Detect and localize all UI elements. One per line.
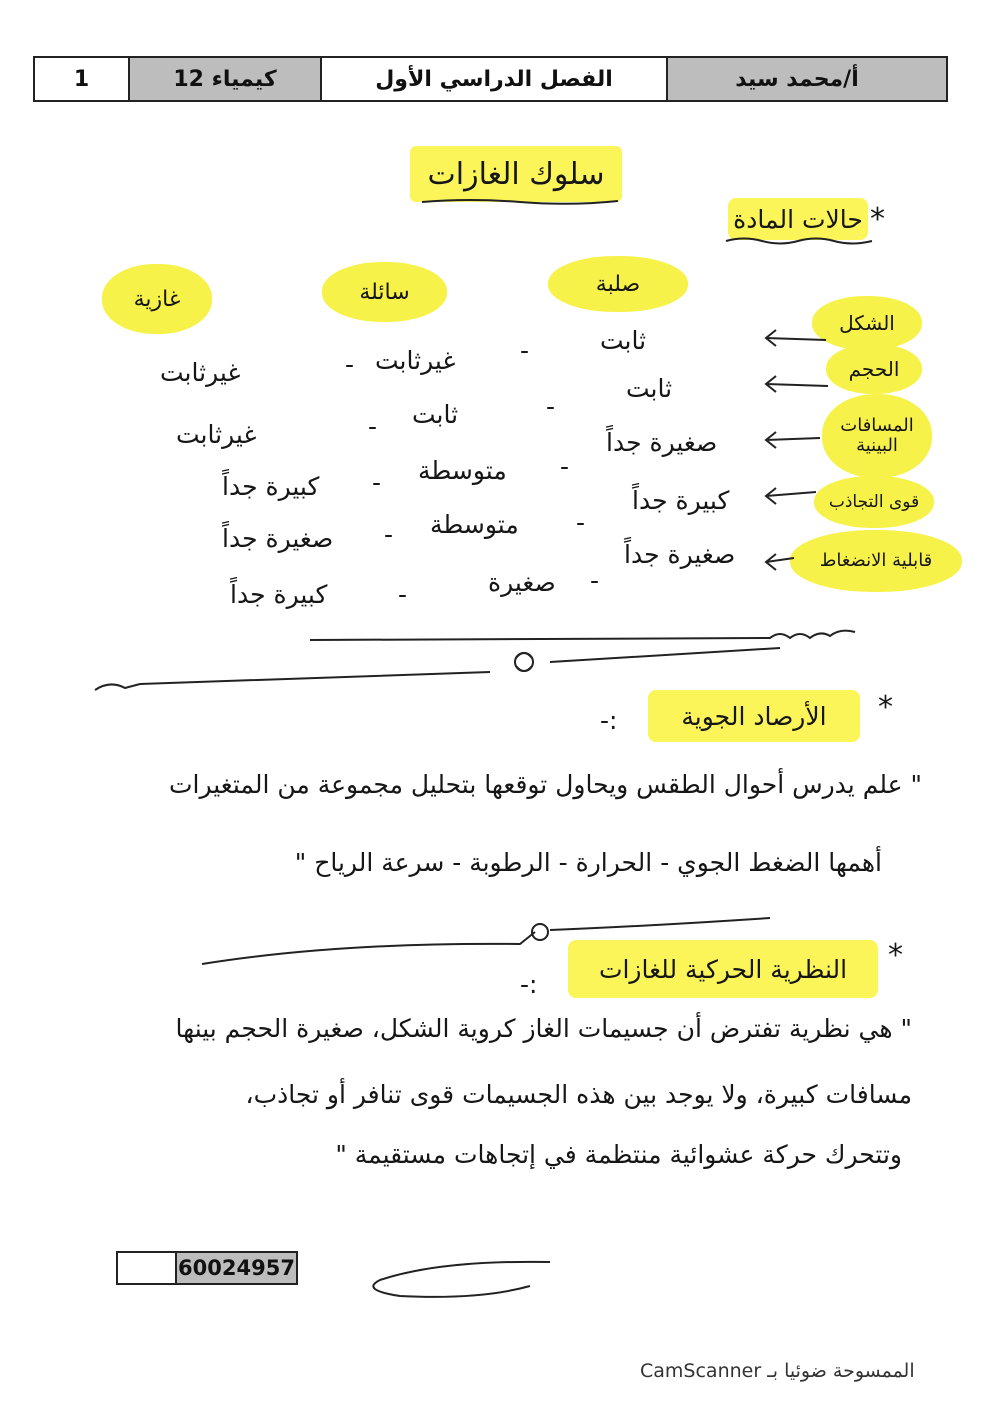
id-box-blank <box>118 1253 177 1283</box>
star-bullet: * <box>888 938 903 973</box>
dash: - <box>520 336 530 365</box>
star-bullet: * <box>870 202 885 237</box>
subject-label: كيمياء 12 <box>128 58 320 100</box>
dash: - <box>372 468 382 497</box>
kinetic-heading: النظرية الحركية للغازات <box>568 940 878 998</box>
property-volume: الحجم <box>826 344 922 394</box>
cell-volume-liquid: ثابت <box>412 400 459 429</box>
kinetic-line-2: مسافات كبيرة، ولا يوجد بين هذه الجسيمات قوى تنافر أو تجاذب، <box>245 1080 912 1109</box>
states-heading-underline <box>724 234 874 248</box>
cell-attraction-liquid: متوسطة <box>430 510 519 539</box>
dash: - <box>384 520 394 549</box>
states-heading: حالات المادة <box>728 198 868 240</box>
cell-attraction-solid: كبيرة جداً <box>632 486 730 515</box>
dash: - <box>576 508 586 537</box>
teacher-name: أ/محمد سيد <box>666 58 946 100</box>
cell-spacing-gas: كبيرة جداً <box>222 472 320 501</box>
cell-attraction-gas: صغيرة جداً <box>222 524 334 553</box>
state-liquid: سائلة <box>322 262 447 322</box>
cell-spacing-solid: صغيرة جداً <box>606 428 718 457</box>
arrow-icon <box>766 488 816 504</box>
meteorology-suffix: :- <box>600 706 618 735</box>
dash: - <box>345 350 355 379</box>
page-number: 1 <box>35 58 128 100</box>
header-bar <box>33 56 948 102</box>
cell-volume-gas: غيرثابت <box>176 420 257 449</box>
dash: - <box>546 392 556 421</box>
cell-volume-solid: ثابت <box>626 374 673 403</box>
property-spacing: المسافات البينية <box>822 394 932 478</box>
cell-shape-solid: ثابت <box>600 326 647 355</box>
cell-compress-liquid: صغيرة <box>488 568 556 597</box>
decorative-swirl <box>360 1250 560 1310</box>
kinetic-suffix: :- <box>520 970 538 999</box>
meteorology-heading: الأرصاد الجوية <box>648 690 860 742</box>
meteorology-line-2: أهمها الضغط الجوي - الحرارة - الرطوبة - سرعة الرياح " <box>294 848 882 877</box>
star-bullet: * <box>878 690 893 725</box>
term-label: الفصل الدراسي الأول <box>320 58 666 100</box>
arrow-icon <box>766 330 826 346</box>
cell-compress-solid: صغيرة جداً <box>624 540 736 569</box>
cell-shape-gas: غيرثابت <box>160 358 241 387</box>
cell-compress-gas: كبيرة جداً <box>230 580 328 609</box>
decorative-divider <box>80 610 880 700</box>
arrow-icon <box>766 554 794 570</box>
arrows-group <box>760 320 830 580</box>
title-underline <box>420 196 620 208</box>
property-attraction: قوى التجاذب <box>814 476 934 528</box>
cell-spacing-liquid: متوسطة <box>418 456 507 485</box>
scanner-footer: الممسوحة ضوئيا بـ CamScanner <box>640 1360 915 1382</box>
kinetic-line-1: " هي نظرية تفترض أن جسيمات الغاز كروية الشكل، صغيرة الحجم بينها <box>175 1014 912 1043</box>
state-gas: غازية <box>102 264 212 334</box>
dash: - <box>398 580 408 609</box>
property-compressibility: قابلية الانضغاط <box>790 530 962 592</box>
id-box <box>116 1251 298 1285</box>
property-shape: الشكل <box>812 296 922 350</box>
meteorology-line-1: " علم يدرس أحوال الطقس ويحاول توقعها بتحليل مجموعة من المتغيرات <box>168 770 922 799</box>
dash: - <box>590 566 600 595</box>
arrow-icon <box>766 376 828 392</box>
state-solid: صلبة <box>548 256 688 312</box>
cell-shape-liquid: غيرثابت <box>375 346 456 375</box>
page-title: سلوك الغازات <box>410 146 622 202</box>
id-number: 60024957 <box>177 1253 296 1283</box>
dash: - <box>368 412 378 441</box>
arrow-icon <box>766 432 820 448</box>
dash: - <box>560 452 570 481</box>
kinetic-line-3: وتتحرك حركة عشوائية منتظمة في إتجاهات مستقيمة " <box>335 1140 902 1169</box>
